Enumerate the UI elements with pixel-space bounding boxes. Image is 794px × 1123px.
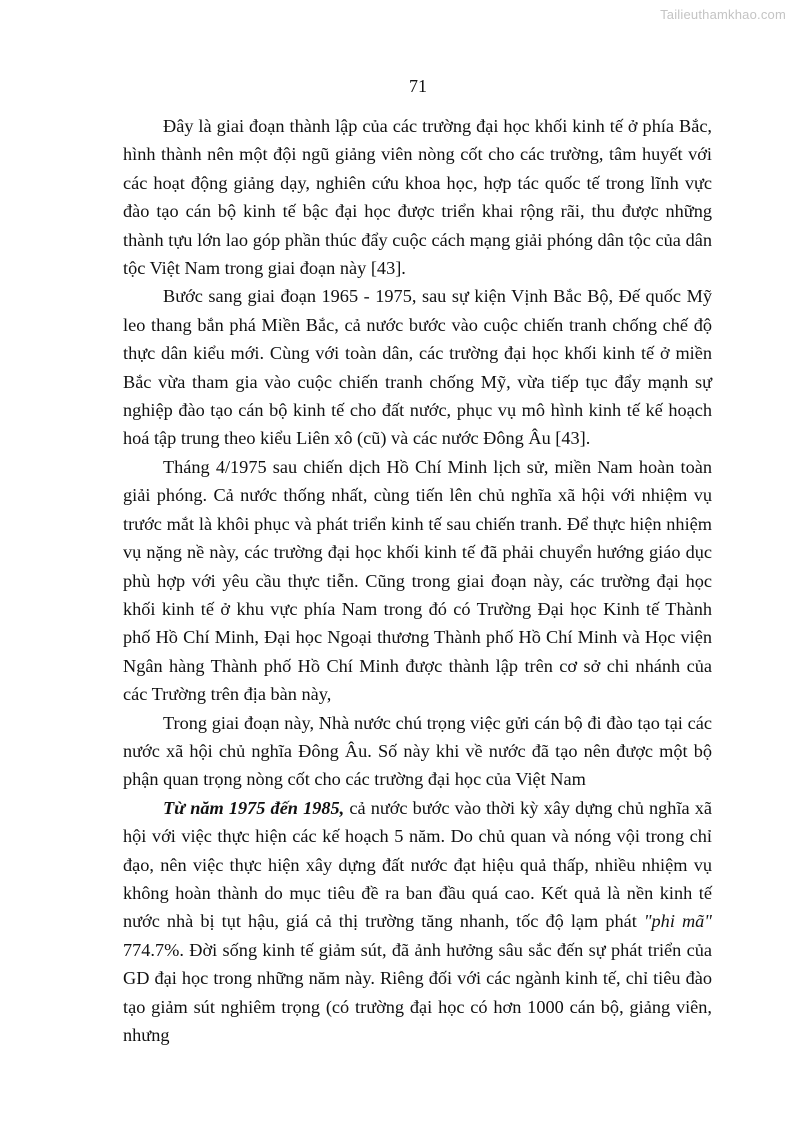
paragraph-5-text-a: cả nước bước vào thời kỳ xây dựng chủ nghĩa xã hội với việc thực hiện các kế hoạch 5 năm. Do chủ quan và nóng vội trong chỉ đạo, nên việc thực hiện xây dựng đất nước đạt hiệu quả thấp, nhiều nhiệm vụ không hoàn thành do mục tiêu đề ra ban đầu quá cao. Kết quả là nền kinh tế nước nhà bị tụt hậu, giá cả thị trường tăng nhanh, tốc độ lạm phát (123, 797, 713, 932)
paragraph-2: Bước sang giai đoạn 1965 - 1975, sau sự kiện Vịnh Bắc Bộ, Đế quốc Mỹ leo thang bắn phá Miền Bắc, cả nước bước vào cuộc chiến tranh chống chế độ thực dân kiểu mới. Cùng với toàn dân, các trường đại học khối kinh tế ở miền Bắc vừa tham gia vào cuộc chiến tranh chống Mỹ, vừa tiếp tục đẩy mạnh sự nghiệp đào tạo cán bộ kinh tế cho đất nước, phục vụ mô hình kinh tế kế hoạch hoá tập trung theo kiểu Liên xô (cũ) và các nước Đông Âu [43]. (123, 286, 712, 449)
paragraph-4: Trong giai đoạn này, Nhà nước chú trọng việc gửi cán bộ đi đào tạo tại các nước xã hội chủ nghĩa Đông Âu. Số này khi về nước đã tạo nên được một bộ phận quan trọng nòng cốt cho các trường đại học của Việt Nam (123, 712, 712, 790)
paragraph-5-text-b: 774.7%. Đời sống kinh tế giảm sút, đã ảnh hưởng sâu sắc đến sự phát triển của GD đại học trong những năm này. Riêng đối với các ngành kinh tế, chỉ tiêu đào tạo giảm sút nghiêm trọng (có trường đại học có hơn 1000 cán bộ, giảng viên, nhưng (123, 939, 712, 1045)
watermark-text: Tailieuthamkhao.com (660, 7, 786, 22)
paragraph-5 (123, 794, 712, 1050)
period-heading: Từ năm 1975 đến 1985, (163, 797, 345, 818)
document-body (123, 112, 712, 1049)
page-number: 71 (409, 76, 427, 96)
inflation-phrase: "phi mã" (643, 911, 712, 932)
paragraph-3: Tháng 4/1975 sau chiến dịch Hồ Chí Minh lịch sử, miền Nam hoàn toàn giải phóng. Cả nước thống nhất, cùng tiến lên chủ nghĩa xã hội với nhiệm vụ trước mắt là khôi phục và phát triển kinh tế sau chiến tranh. Để thực hiện nhiệm vụ nặng nề này, các trường đại học khối kinh tế đã phải chuyển hướng giáo dục phù hợp với yêu cầu thực tiễn. Cũng trong giai đoạn này, các trường đại học khối kinh tế ở khu vực phía Nam trong đó có Trường Đại học Kinh tế Thành phố Hồ Chí Minh, Đại học Ngoại thương Thành phố Hồ Chí Minh và Học viện Ngân hàng Thành phố Hồ Chí Minh được thành lập trên cơ sở chi nhánh của các Trường trên địa bàn này, (123, 456, 712, 705)
paragraph-1: Đây là giai đoạn thành lập của các trường đại học khối kinh tế ở phía Bắc, hình thành nên một đội ngũ giảng viên nòng cốt cho các trường, tâm huyết với các hoạt động giảng dạy, nghiên cứu khoa học, hợp tác quốc tế trong lĩnh vực đào tạo cán bộ kinh tế bậc đại học được triển khai rộng rãi, thu được những thành tựu lớn lao góp phần thúc đẩy cuộc cách mạng giải phóng dân tộc của dân tộc Việt Nam trong giai đoạn này [43]. (123, 116, 712, 279)
